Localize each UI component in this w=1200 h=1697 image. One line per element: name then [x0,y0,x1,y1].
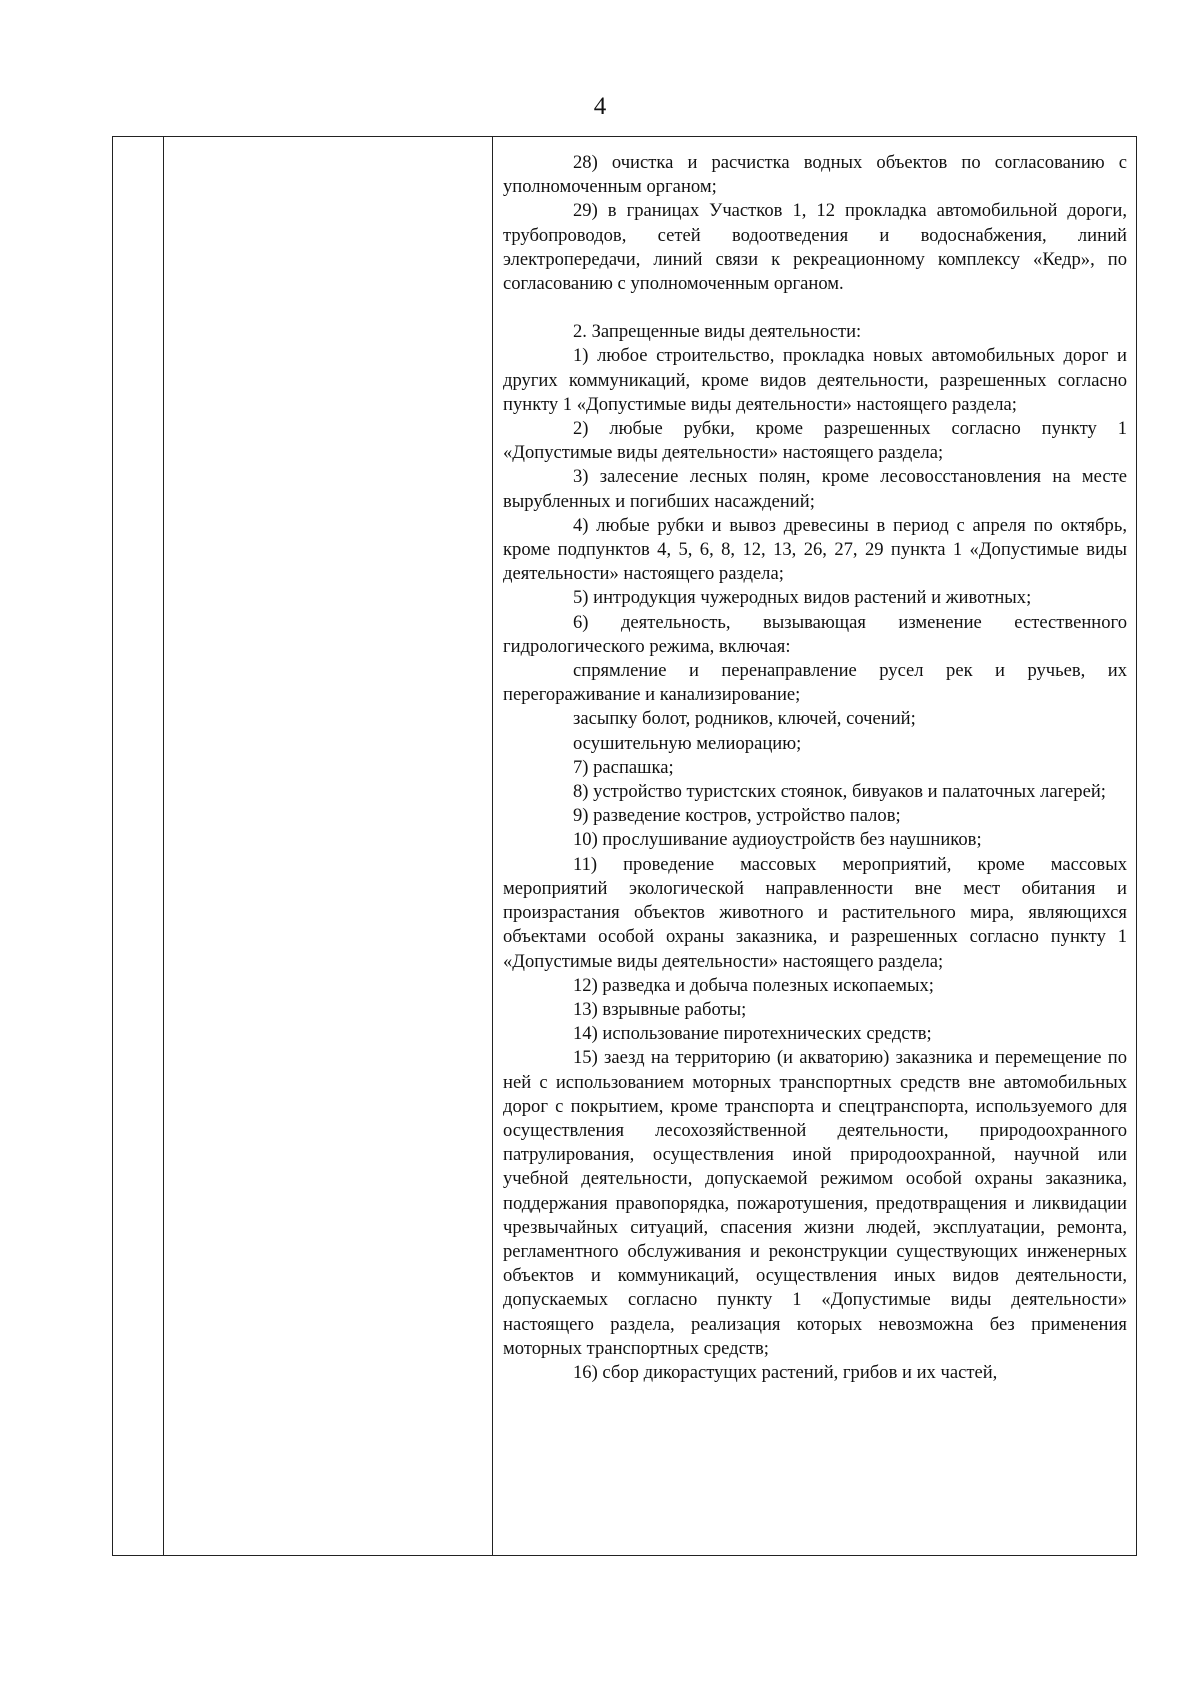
paragraph: 28) очистка и расчистка водных объектов по согласованию с уполномоченным органом; [503,152,1127,198]
paragraph: 12) разведка и добыча полезных ископаемых; [573,974,934,996]
paragraph: 14) использование пиротехнических средств; [573,1023,932,1045]
paragraph: 13) взрывные работы; [573,998,747,1020]
column-divider [492,137,493,1555]
paragraph: спрямление и перенаправление русел рек и ручьев, их перегораживание и канализирование; [503,660,1127,706]
paragraph: 15) заезд на территорию (и акваторию) заказника и перемещение по ней с использованием моторных транспортных средств вне автомобильных дорог с покрытием, кроме транспорта и спецтранспорта, используемого для осуществления лесохозяйственной деятельности, природоохранного патрулирования, осуществления иной природоохранной, научной или учебной деятельности, допускаемой режимом особой охраны заказника, поддержания правопорядка, пожаротушения, предотвращения и ликвидации чрезвычайных ситуаций, спасения жизни людей, эксплуатации, ремонта, регламентного обслуживания и реконструкции существующих инженерных объектов и коммуникаций, осуществления иных видов деятельности, допускаемых согласно пункту 1 «Допустимые виды деятельности» настоящего раздела, реализация которых невозможна без применения моторных транспортных средств; [503,1047,1127,1359]
paragraph: 1) любое строительство, прокладка новых автомобильных дорог и других коммуникаций, кроме видов деятельности, разрешенных согласно пункту 1 «Допустимые виды деятельности» настоящего раздела; [503,345,1127,415]
paragraph: 3) залесение лесных полян, кроме лесовосстановления на месте вырубленных и погибших насаждений; [503,466,1127,512]
paragraph: 5) интродукция чужеродных видов растений и животных; [573,587,1032,609]
paragraph: 6) деятельность, вызывающая изменение естественного гидрологического режима, включая: [503,611,1127,657]
paragraph: 11) проведение массовых мероприятий, кроме массовых мероприятий экологической направленности вне мест обитания и произрастания объектов животного и растительного мира, являющихся объектами особой охраны заказника, и разрешенных согласно пункту 1 «Допустимые виды деятельности» настоящего раздела; [503,853,1127,972]
paragraph: засыпку болот, родников, ключей, сочений; [573,708,916,730]
paragraph: 7) распашка; [573,756,674,778]
table-cell-content [503,151,1127,1385]
column-divider [163,137,164,1555]
paragraph: 29) в границах Участков 1, 12 прокладка автомобильной дороги, трубопроводов, сетей водоотведения и водоснабжения, линий электропередачи, линий связи к рекреационному комплексу «Кедр», по согласованию с уполномоченным органом. [503,200,1127,295]
section-heading: 2. Запрещенные виды деятельности: [573,321,862,343]
paragraph: 16) сбор дикорастущих растений, грибов и их частей, [573,1361,998,1383]
paragraph: 9) разведение костров, устройство палов; [573,805,901,827]
paragraph: 2) любые рубки, кроме разрешенных согласно пункту 1 «Допустимые виды деятельности» настоящего раздела; [503,418,1127,464]
regulation-table [112,136,1137,1556]
paragraph: осушительную мелиорацию; [573,732,802,754]
paragraph: 4) любые рубки и вывоз древесины в период с апреля по октябрь, кроме подпунктов 4, 5, 6, 8, 12, 13, 26, 27, 29 пункта 1 «Допустимые виды деятельности» настоящего раздела; [503,514,1127,585]
page-number: 4 [593,93,607,120]
paragraph: 8) устройство туристских стоянок, бивуаков и палаточных лагерей; [573,781,1106,803]
paragraph: 10) прослушивание аудиоустройств без наушников; [573,829,982,851]
